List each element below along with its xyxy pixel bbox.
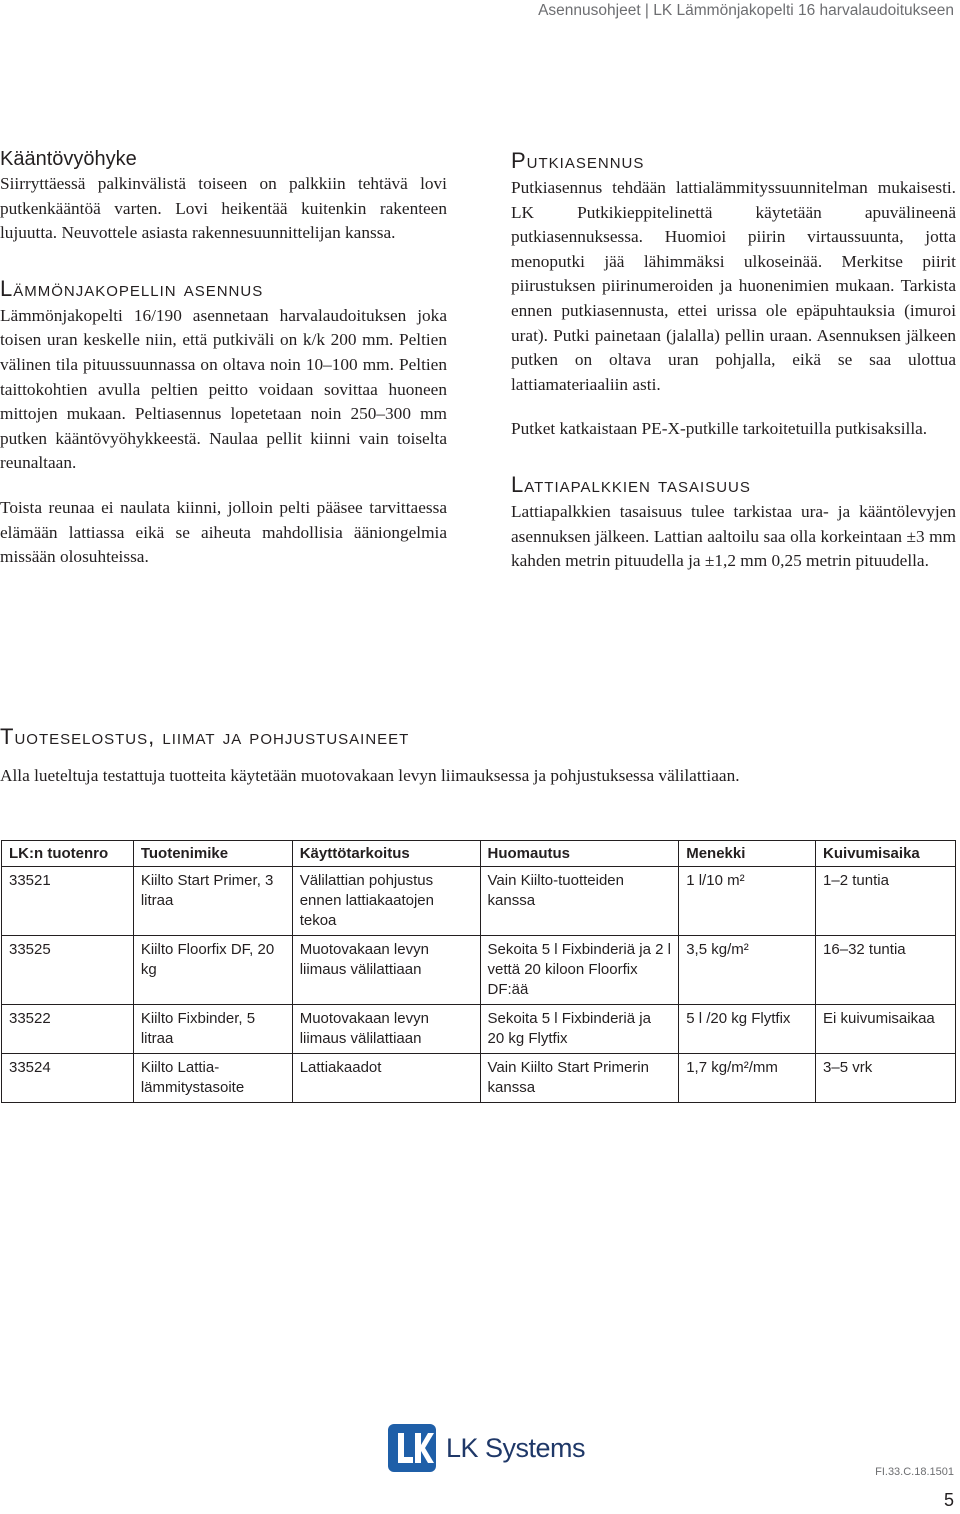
table-row: [2, 1005, 956, 1054]
table-row: [2, 936, 956, 1005]
cell-product-name: Kiilto Fixbinder, 5 litraa: [133, 1005, 292, 1054]
joist-level-text: Lattiapalkkien tasaisuus tulee tarkistaa ura- ja kääntölevyjen asennuksen jälkeen. Lattian aaltoilu saa olla korkeintaan ±3 mm kahden metrin pituudella ja ±1,2 mm 0,25 metrin pituudella.: [511, 501, 956, 571]
cell-product-name: Kiilto Start Primer, 3 litraa: [133, 867, 292, 936]
cell-product-number: 33524: [2, 1054, 134, 1103]
col-header-purpose: Käyttötarkoitus: [292, 841, 480, 867]
joist-level-heading: Lattiapalkkien tasaisuus: [511, 471, 751, 497]
cell-product-number: 33525: [2, 936, 134, 1005]
cell-note: Sekoita 5 l Fixbinderiä ja 2 l vettä 20 kiloon Floorfix DF:ää: [480, 936, 679, 1005]
left-column: [0, 146, 447, 570]
plate-install-heading: Lämmönjakopellin asennus: [0, 275, 264, 301]
products-intro: Alla lueteltuja testattuja tuotteita käytetään muotovakaan levyn liimauksessa ja pohjustuksessa välilattiaan.: [0, 766, 740, 785]
cell-product-number: 33522: [2, 1005, 134, 1054]
pipe-install-heading: Putkiasennus: [511, 148, 645, 173]
pipe-install-text-2: Putket katkaistaan PE-X-putkille tarkoitetuilla putkisaksilla.: [511, 419, 928, 439]
cell-drying-time: 16–32 tuntia: [816, 936, 956, 1005]
table-header-row: [2, 841, 956, 867]
document-code: FI.33.C.18.1501: [875, 1466, 954, 1478]
cell-purpose: Välilattian pohjustus ennen lattiakaatojen tekoa: [292, 867, 480, 936]
lk-systems-logo: [388, 1422, 585, 1474]
cell-drying-time: 3–5 vrk: [816, 1054, 956, 1103]
page-header: Asennusohjeet | LK Lämmönjakopelti 16 harvalaudoitukseen: [538, 2, 954, 19]
cell-drying-time: 1–2 tuntia: [816, 867, 956, 936]
col-header-note: Huomautus: [480, 841, 679, 867]
cell-note: Sekoita 5 l Fixbinderiä ja 20 kg Flytfix: [480, 1005, 679, 1054]
lk-logo-icon: [388, 1424, 436, 1472]
cell-product-number: 33521: [2, 867, 134, 936]
pipe-install-text-1: Putkiasennus tehdään lattialämmityssuunnitelman mukaisesti. LK Putkikieppitelinettä käytetään apuvälineenä putkiasennuksessa. Huomioi piirin virtaussuunta, jotta menoputki jää lähimmäksi ulkoseinää. Merkitse piirit piirustuksen piirinumeroiden ja huonenimien mukaan. Tarkista ennen putkiasennusta, ettei urissa ole epäpuhtauksia (imuroi urat). Putki painetaan (jalalla) pellin uraan. Asennuksen jälkeen putken on oltava uran pohjalla, eikä se saa ulottua lattiamateriaaliin asti.: [511, 178, 956, 394]
cell-consumption: 3,5 kg/m²: [679, 936, 816, 1005]
col-header-product-number: LK:n tuotenro: [2, 841, 134, 867]
brand-name: LK Systems: [446, 1432, 586, 1463]
cell-drying-time: Ei kuivumisaikaa: [816, 1005, 956, 1054]
col-header-drying-time: Kuivumisaika: [816, 841, 956, 867]
table-row: [2, 867, 956, 936]
cell-note: Vain Kiilto-tuotteiden kanssa: [480, 867, 679, 936]
cell-note: Vain Kiilto Start Primerin kanssa: [480, 1054, 679, 1103]
cell-purpose: Lattiakaadot: [292, 1054, 480, 1103]
products-heading: Tuoteselostus, liimat ja pohjustusaineet: [0, 724, 410, 749]
turn-zone-heading: Kääntövyöhyke: [0, 148, 137, 170]
turn-zone-text: Siirryttäessä palkinvälistä toiseen on palkkiin tehtävä lovi putkenkääntöä varten. Lovi heikentää kuitenkin rakenteen lujuutta. Neuvottele asiasta rakennesuunnittelijan kanssa.: [0, 174, 447, 243]
plate-install-text-1: Lämmönjakopelti 16/190 asennetaan harvalaudoituksen joka toisen uran keskelle niin, että putkiväli on k/k 200 mm. Peltien välinen tila pituussuunnassa on oltava noin 10–100 mm. Peltien taittokohtien avulla peltien peitto voidaan sovittaa huoneen mittojen mukaan. Peltiasennus lopetetaan noin 250–300 mm putken kääntövyöhykkeestä. Naulaa pellit kiinni vain toiselta reunaltaan.: [0, 305, 447, 473]
cell-purpose: Muotovakaan levyn liimaus välilattiaan: [292, 936, 480, 1005]
plate-install-text-2: Toista reunaa ei naulata kiinni, jolloin pelti pääsee tarvittaessa elämään lattiassa eikä se aiheuta mahdollisia ääniongelmia missään olosuhteissa.: [0, 497, 447, 567]
cell-product-name: Kiilto Floorfix DF, 20 kg: [133, 936, 292, 1005]
page-number: 5: [943, 1490, 954, 1510]
cell-product-name: Kiilto Lattia-lämmitystasoite: [133, 1054, 292, 1103]
table-row: [2, 1054, 956, 1103]
col-header-product-name: Tuotenimike: [133, 841, 292, 867]
cell-consumption: 1,7 kg/m²/mm: [679, 1054, 816, 1103]
col-header-consumption: Menekki: [679, 841, 816, 867]
products-table: [1, 840, 956, 1103]
cell-consumption: 5 l /20 kg Flytfix: [679, 1005, 816, 1054]
cell-consumption: 1 l/10 m²: [679, 867, 816, 936]
right-column: [511, 146, 956, 574]
cell-purpose: Muotovakaan levyn liimaus välilattiaan: [292, 1005, 480, 1054]
